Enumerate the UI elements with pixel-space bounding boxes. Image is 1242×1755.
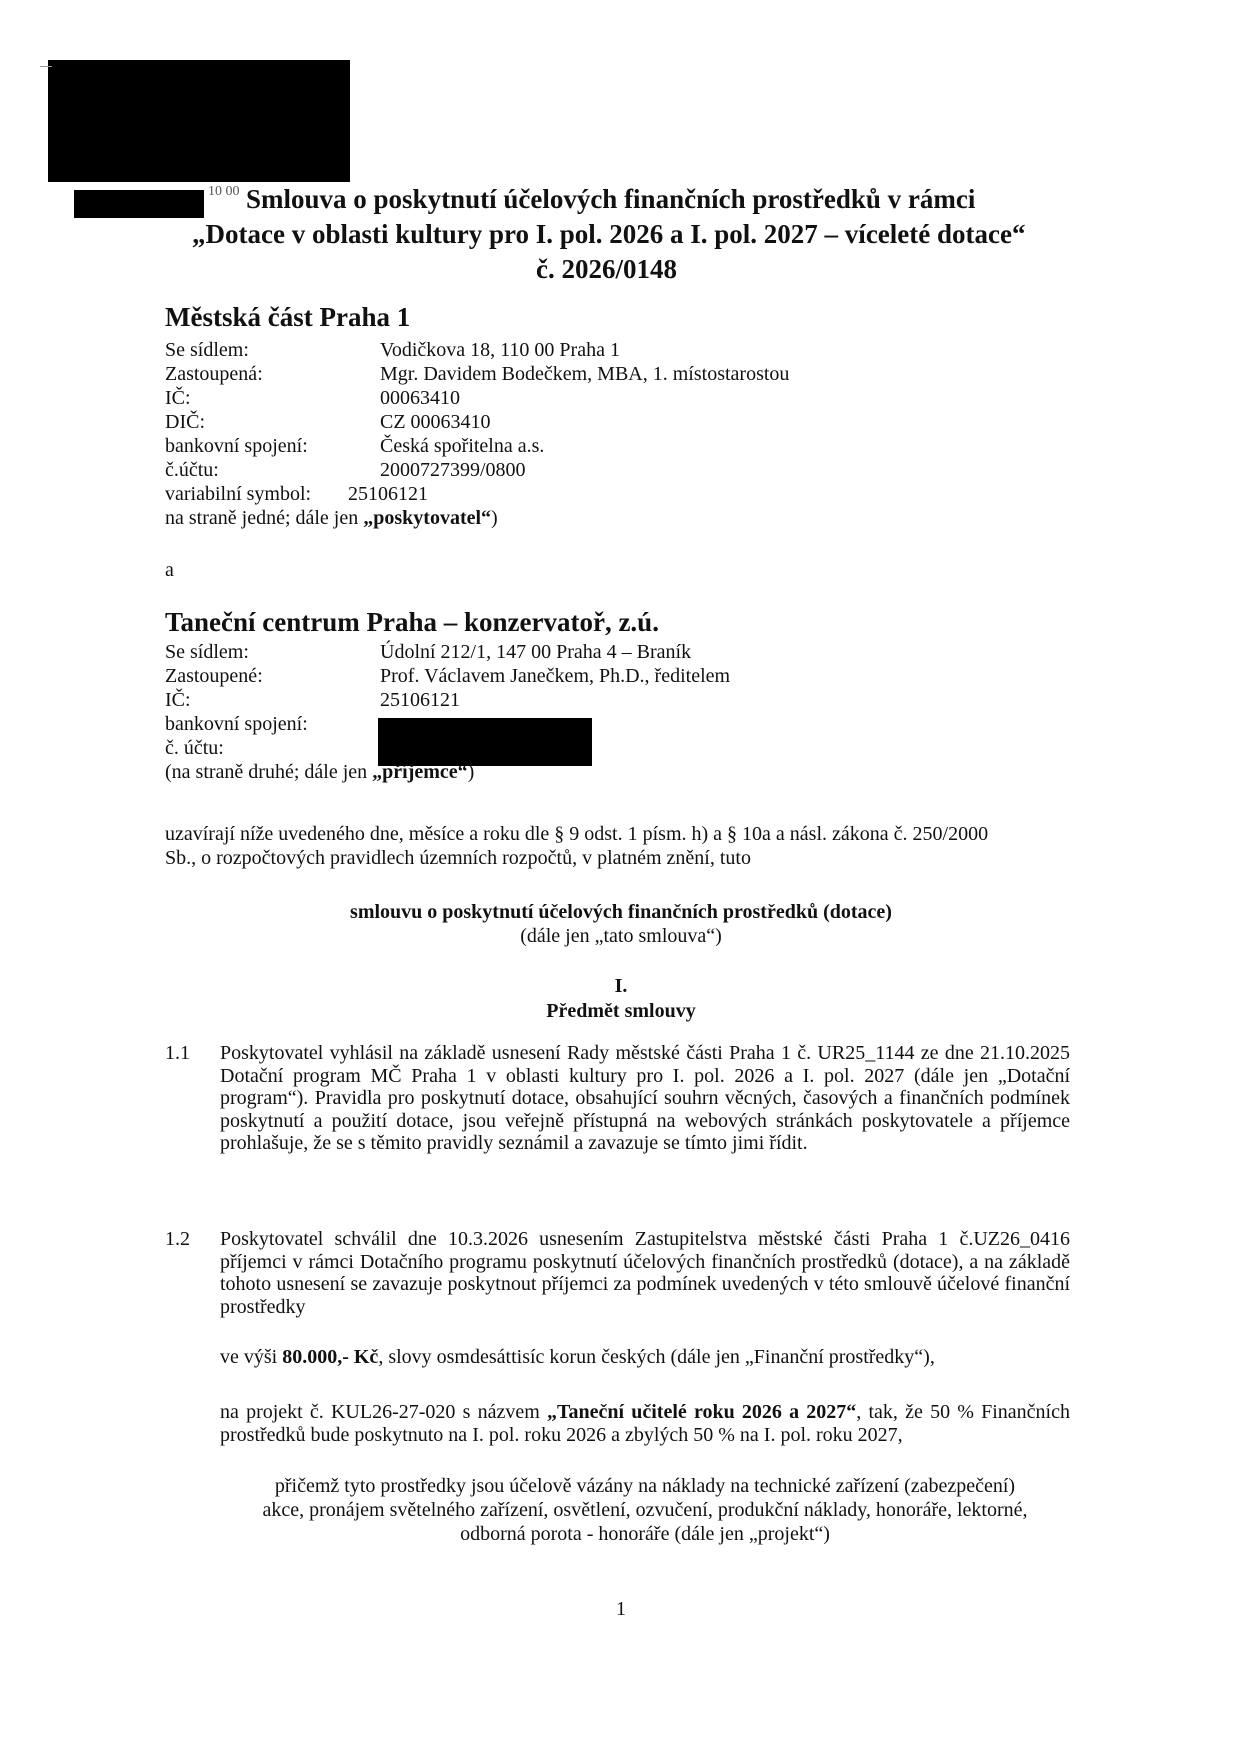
purpose-line-2: akce, pronájem světelného zařízení, osvětlení, ozvučení, produkční náklady, honoráře, lektorné, (262, 1499, 1028, 1521)
recipient-rep-value: Prof. Václavem Janečkem, Ph.D., ředitelem (380, 665, 731, 687)
redaction-block-top (48, 60, 350, 182)
amount-value: 80.000,- Kč (282, 1346, 379, 1368)
redaction-block-left-of-title (74, 190, 204, 218)
purpose-line-3: odborná porota - honoráře (dále jen „projekt“) (460, 1523, 830, 1545)
project-suffix: , tak, že 50 % Finančních prostředků bude poskytnuto na I. pol. roku 2026 a zbylých 50 % na I. pol. roku 2027, (220, 1401, 1070, 1446)
provider-bank-label: bankovní spojení: (165, 435, 308, 457)
provider-role-suffix: ) (491, 507, 498, 529)
provider-rep-label: Zastoupená: (165, 363, 263, 385)
intro-line-1: uzavírají níže uvedeného dne, měsíce a roku dle § 9 odst. 1 písm. h) a § 10a a násl. zákona č. 250/2000 (165, 823, 989, 845)
amount-prefix: ve výši (220, 1346, 283, 1368)
title-line-2: „Dotace v oblasti kultury pro I. pol. 2026 a I. pol. 2027 – víceleté dotace“ (192, 219, 1026, 249)
section-numeral: I. (614, 975, 628, 997)
provider-dic-value: CZ 00063410 (380, 411, 491, 433)
recipient-seat-value: Údolní 212/1, 147 00 Praha 4 – Braník (380, 641, 692, 663)
project-prefix: na projekt č. KUL26-27-020 s názvem (220, 1401, 547, 1423)
project-title: „Taneční učitelé roku 2026 a 2027“ (546, 1401, 857, 1423)
scan-fragment: 10 00 (208, 184, 240, 199)
provider-seat-label: Se sídlem: (165, 339, 249, 361)
recipient-ic-value: 25106121 (380, 689, 460, 711)
provider-rep-value: Mgr. Davidem Bodečkem, MBA, 1. místostarostou (380, 363, 790, 385)
amount-suffix: , slovy osmdesáttisíc korun českých (dále jen „Finanční prostředky“), (378, 1346, 935, 1368)
provider-dic-label: DIČ: (165, 411, 205, 433)
title-line-3: č. 2026/0148 (536, 254, 677, 284)
intro-line-2: Sb., o rozpočtových pravidlech územních rozpočtů, v platném znění, tuto (165, 847, 751, 869)
provider-bank-value: Česká spořitelna a.s. (380, 435, 545, 457)
provider-role-term: „poskytovatel“ (363, 507, 492, 529)
recipient-role-suffix: ) (467, 761, 475, 783)
project-paragraph (220, 1401, 1070, 1446)
amount-line (220, 1346, 935, 1369)
clause-1-2-number: 1.2 (165, 1228, 190, 1250)
recipient-bank-label: bankovní spojení: (165, 713, 308, 735)
recipient-role-term: „příjemce“ (372, 761, 468, 783)
clause-1-1-text: Poskytovatel vyhlásil na základě usnesení Rady městské části Praha 1 č. UR25_1144 ze dne 21.10.2025 Dotační program MČ Praha 1 v oblasti kultury pro I. pol. 2026 a I. pol. 2027 (dále jen „Dotační program“). Pravidla pro poskytnutí dotace, obsahující souhrn věcných, časových a finančních podmínek poskytnutí a použití dotace, jsou veřejně přístupná na webových stránkách poskytovatele a příjemce prohlašuje, že se s těmito pravidly seznámil a zavazuje se tímto jimi řídit. (220, 1042, 1070, 1154)
recipient-role-prefix: (na straně druhé; dále jen (165, 761, 373, 783)
purpose-line-1: přičemž tyto prostředky jsou účelově vázány na náklady na technické zařízení (zabezpečení) (274, 1475, 1016, 1497)
clause-1-2-text: Poskytovatel schválil dne 10.3.2026 usnesením Zastupitelstva městské části Praha 1 č.UZ26_0416 příjemci v rámci Dotačního programu poskytnutí účelových finančních prostředků (dotace), a na základě tohoto usnesení se zavazuje poskytnout příjemci za podmínek uvedených v této smlouvě účelové finanční prostředky (220, 1228, 1070, 1318)
provider-role (165, 507, 498, 530)
provider-account-value: 2000727399/0800 (380, 459, 526, 481)
scan-line-mark (40, 66, 52, 67)
page-number: 1 (616, 1598, 626, 1620)
recipient-seat-label: Se sídlem: (165, 641, 249, 663)
provider-role-prefix: na straně jedné; dále jen (165, 507, 364, 529)
contract-type-line-1: smlouvu o poskytnutí účelových finančních prostředků (dotace) (350, 901, 892, 923)
recipient-rep-label: Zastoupené: (165, 665, 263, 687)
provider-seat-value: Vodičkova 18, 110 00 Praha 1 (380, 339, 620, 361)
conjunction: a (165, 559, 174, 581)
provider-name: Městská část Praha 1 (165, 302, 411, 332)
redaction-block-bank-details (378, 718, 592, 766)
title-line-1: Smlouva o poskytnutí účelových finančních prostředků v rámci (246, 184, 976, 214)
provider-varsym-value: 25106121 (348, 483, 428, 505)
provider-ic-label: IČ: (165, 387, 191, 409)
provider-ic-value: 00063410 (380, 387, 460, 409)
section-heading: Předmět smlouvy (546, 1000, 696, 1022)
recipient-role (165, 761, 474, 784)
contract-type-line-2: (dále jen „tato smlouva“) (520, 925, 722, 947)
recipient-ic-label: IČ: (165, 689, 191, 711)
provider-varsym-label: variabilní symbol: (165, 483, 312, 505)
recipient-name: Taneční centrum Praha – konzervatoř, z.ú. (165, 607, 659, 637)
clause-1-1-number: 1.1 (165, 1042, 190, 1064)
recipient-account-label: č. účtu: (165, 737, 224, 759)
provider-account-label: č.účtu: (165, 459, 219, 481)
